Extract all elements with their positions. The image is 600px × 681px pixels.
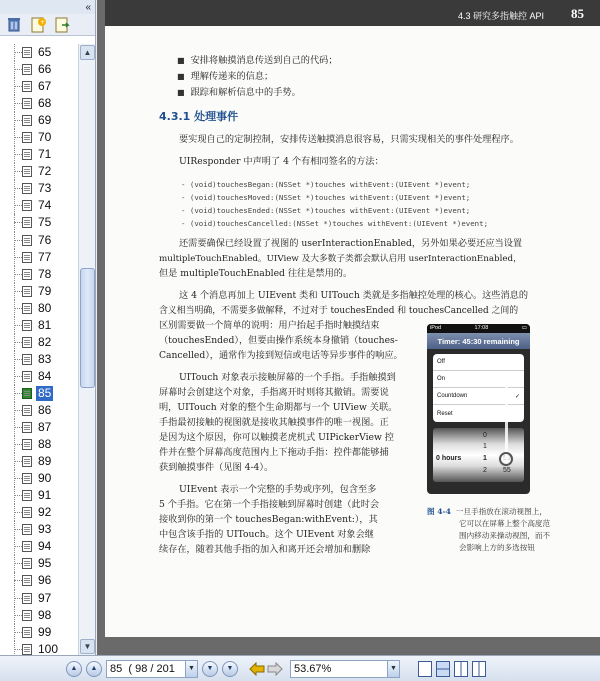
battery-icon: ▭ — [521, 325, 527, 331]
paragraph-line: 屏幕时会创建这个对象，手指离开时则将其撤销。需要说 — [159, 387, 389, 398]
figure-option: On — [433, 371, 524, 388]
paragraph-line: 但是 multipleTouchEnabled 往往是禁用的。 — [159, 268, 353, 279]
bookmark-label: 82 — [38, 334, 52, 349]
page-icon — [22, 252, 32, 263]
bookmark-item[interactable] — [0, 624, 78, 641]
paragraph-line: 要实现自己的定制控制，安排传送触摸消息很容易，只需实现相关的事件处理程序。 — [179, 134, 519, 145]
bookmark-item[interactable] — [0, 317, 78, 334]
bookmark-label: 90 — [38, 471, 52, 486]
page-icon — [22, 354, 32, 365]
continuous-view-icon[interactable] — [436, 661, 450, 677]
page-icon — [22, 610, 32, 621]
figure-option: Countdown ✓ — [433, 388, 524, 405]
page-icon — [22, 541, 32, 552]
bookmark-label: 75 — [38, 215, 52, 230]
page-icon — [22, 303, 32, 314]
bookmark-label: 67 — [38, 79, 52, 94]
paragraph-line: 手指最初接触的视图就是接收其触摸事件的唯一视图。正 — [159, 417, 389, 428]
bullet-item: ■ 跟踪和解析信息中的手势。 — [177, 84, 301, 98]
bookmark-item[interactable] — [0, 61, 78, 78]
page-icon — [22, 235, 32, 246]
page-number-input[interactable]: 85 ( 98 / 201 — [106, 660, 186, 678]
page-icon — [22, 166, 32, 177]
bookmark-item[interactable] — [0, 232, 78, 249]
document-view[interactable] — [97, 0, 600, 655]
bookmark-label: 98 — [38, 607, 52, 622]
bookmark-item[interactable] — [0, 385, 78, 402]
bookmark-list — [0, 44, 78, 655]
forward-arrow-icon[interactable] — [266, 660, 284, 678]
previous-page-button[interactable]: ▲ — [86, 661, 102, 677]
bookmark-label: 80 — [38, 300, 52, 315]
bookmark-item[interactable] — [0, 607, 78, 624]
paragraph-line: UIEvent 表示一个完整的手势或序列，包含至多 — [179, 484, 377, 495]
page-icon — [22, 593, 32, 604]
paragraph-line: 区别需要做一个简单的说明：用户抬起手指时触摸结束 — [159, 320, 380, 331]
bookmark-label: 92 — [38, 505, 52, 520]
sidebar-header — [0, 0, 95, 14]
bookmark-item[interactable] — [0, 504, 78, 521]
page-icon — [22, 183, 32, 194]
bookmark-item[interactable] — [0, 555, 78, 572]
paragraph-line: 明，UITouch 对象的整个生命期都与一个 UIView 关联。 — [159, 402, 398, 413]
bookmark-label: 68 — [38, 96, 52, 111]
code-line: - (void)touchesMoved:(NSSet *)touches withEvent:(UIEvent *)event; — [181, 193, 471, 202]
bookmark-add-icon[interactable] — [29, 16, 47, 34]
section-heading: 4.3.1 处理事件 — [159, 110, 239, 123]
page-icon — [22, 337, 32, 348]
bookmark-item[interactable] — [0, 538, 78, 555]
scroll-thumb[interactable] — [80, 268, 95, 388]
bookmark-label: 94 — [38, 539, 52, 554]
figure-screenshot — [427, 324, 530, 494]
bookmark-item[interactable] — [0, 453, 78, 470]
code-line: - (void)touchesBegan:(NSSet *)touches withEvent:(UIEvent *)event; — [181, 180, 471, 189]
zoom-input[interactable]: 53.67% — [290, 660, 388, 678]
page-icon — [22, 439, 32, 450]
trash-icon[interactable] — [5, 16, 23, 34]
paragraph-line: （touchesEnded），但要由操作系统本身撤销（touches- — [159, 335, 398, 346]
paragraph-line: 获到触摸事件（见图 4-4）。 — [159, 462, 274, 473]
bookmark-label: 69 — [38, 113, 52, 128]
page-icon — [22, 575, 32, 586]
bookmark-label: 77 — [38, 249, 52, 264]
page-icon — [22, 149, 32, 160]
page-icon — [22, 81, 32, 92]
page-icon — [22, 132, 32, 143]
page-icon — [22, 507, 32, 518]
page-icon — [22, 98, 32, 109]
bookmark-label: 86 — [38, 402, 52, 417]
bookmark-label: 74 — [38, 198, 52, 213]
page-icon — [22, 320, 32, 331]
bookmark-item[interactable] — [0, 180, 78, 197]
bullet-item: ■ 理解传递来的信息； — [177, 68, 273, 82]
page-icon — [22, 200, 32, 211]
bookmark-label: 95 — [38, 556, 52, 571]
bookmark-item[interactable] — [0, 419, 78, 436]
page-number: 85 — [571, 6, 584, 21]
bookmark-sidebar — [0, 0, 96, 655]
bookmark-item[interactable] — [0, 487, 78, 504]
bookmark-item[interactable] — [0, 590, 78, 607]
paragraph-line: multipleTouchEnabled。UIView 及大多数子类都会默认启用 userInteractionEnabled， — [159, 254, 522, 264]
bookmark-label: 99 — [38, 624, 52, 639]
paragraph-line: 这 4 个消息再加上 UIEvent 类和 UITouch 类就是多指触控处理的核心。这些消息的 — [179, 290, 529, 301]
figure-option: Reset — [437, 410, 453, 417]
page-icon — [22, 286, 32, 297]
bookmark-item[interactable] — [0, 334, 78, 351]
page-icon — [22, 371, 32, 382]
bookmark-item[interactable] — [0, 436, 78, 453]
bookmark-label: 84 — [38, 368, 52, 383]
drag-arrow-icon — [505, 384, 508, 459]
back-arrow-icon[interactable] — [248, 660, 266, 678]
figure-option-list — [433, 354, 524, 422]
paragraph-line: 还需要确保已经设置了视图的 userInteractionEnabled，另外如果必要还应当设置 — [179, 238, 523, 249]
page-dropdown-icon[interactable]: ▼ — [186, 660, 198, 678]
bookmark-label: 81 — [38, 317, 52, 332]
bookmark-label: 100 — [38, 641, 59, 655]
bookmark-item[interactable] — [0, 283, 78, 300]
bookmark-item[interactable] — [0, 368, 78, 385]
last-page-button[interactable]: ▼ — [222, 661, 238, 677]
bookmark-item[interactable] — [0, 44, 78, 61]
bookmark-label: 66 — [38, 62, 52, 77]
sidebar-toolbar — [0, 14, 95, 36]
figure-time: 17:08 — [474, 325, 489, 331]
page-icon — [22, 473, 32, 484]
figure-option: Off — [433, 354, 524, 371]
page-icon — [22, 64, 32, 75]
bookmark-item[interactable] — [0, 470, 78, 487]
bookmark-label: 85 — [38, 385, 52, 400]
page-icon — [22, 47, 32, 58]
scroll-down-arrow[interactable]: ▼ — [80, 639, 95, 654]
paragraph-line: 含义相当明确，不需要多做解释，不过对于 touchesEnded 和 touchesCancelled 之间的 — [159, 306, 519, 316]
svg-text:+: + — [39, 18, 45, 26]
page-icon — [22, 115, 32, 126]
paragraph-line: 5 个手指。它在第一个手指接触到屏幕时创建（此时会 — [159, 499, 380, 510]
bookmark-item[interactable] — [0, 300, 78, 317]
bookmark-label: 70 — [38, 130, 52, 145]
bookmark-label: 72 — [38, 164, 52, 179]
bookmark-label: 65 — [38, 45, 52, 59]
continuous-facing-view-icon[interactable] — [472, 661, 486, 677]
navigation-toolbar — [0, 655, 600, 681]
code-line: - (void)touchesCancelled:(NSSet *)touches withEvent:(UIEvent *)event; — [181, 219, 489, 228]
paragraph-line: 接收到你的第一个 touchesBegan:withEvent:），其 — [159, 514, 378, 525]
running-head-title: 4.3 研究多指触控 API — [457, 11, 544, 21]
bookmark-item[interactable] — [0, 214, 78, 231]
page-icon — [22, 644, 32, 655]
page-icon — [22, 405, 32, 416]
bookmark-item[interactable] — [0, 146, 78, 163]
bookmark-item[interactable] — [0, 163, 78, 180]
scroll-up-arrow[interactable]: ▲ — [80, 45, 95, 60]
bookmark-label: 73 — [38, 181, 52, 196]
paragraph-line: 中包含该手指的 UITouch。这个 UIEvent 对象会继 — [159, 529, 374, 540]
bookmark-label: 88 — [38, 437, 52, 452]
next-page-button[interactable]: ▼ — [202, 661, 218, 677]
bookmark-item[interactable] — [0, 129, 78, 146]
bookmark-label: 83 — [38, 351, 52, 366]
single-page-view-icon[interactable] — [418, 661, 432, 677]
bookmark-item[interactable] — [0, 197, 78, 214]
checkmark-icon: ✓ — [514, 393, 520, 400]
facing-view-icon[interactable] — [454, 661, 468, 677]
bookmark-label: 97 — [38, 590, 52, 605]
figure-picker-wheel: 0 1 0 hours 1 2 55 — [433, 428, 524, 482]
bookmark-item[interactable] — [0, 641, 78, 655]
page-icon — [22, 456, 32, 467]
paragraph-line: 件并在整个屏幕高度范围内上下拖动手指：控件都能够捕 — [159, 447, 389, 458]
paragraph-line: 是因为这个原因，你可以触摸老虎机式 UIPickerView 控 — [159, 432, 394, 443]
bookmark-label: 93 — [38, 522, 52, 537]
bookmark-label: 71 — [38, 147, 52, 162]
page-icon — [22, 217, 32, 228]
bookmark-item[interactable] — [0, 402, 78, 419]
bullet-item: ■ 安排将触摸消息传送到自己的代码； — [177, 52, 338, 66]
finger-touch-icon — [499, 452, 513, 466]
page-icon — [22, 524, 32, 535]
bookmark-label: 91 — [38, 488, 52, 503]
pdf-page — [105, 0, 600, 637]
bookmark-label: 76 — [38, 232, 52, 247]
figure-title-bar: Timer: 45:30 remaining — [427, 333, 530, 349]
page-icon — [22, 558, 32, 569]
bookmark-label: 79 — [38, 283, 52, 298]
bookmark-label: 96 — [38, 573, 52, 588]
code-line: - (void)touchesEnded:(NSSet *)touches withEvent:(UIEvent *)event; — [181, 206, 471, 215]
zoom-dropdown-icon[interactable]: ▼ — [388, 660, 400, 678]
page-icon — [22, 422, 32, 433]
first-page-button[interactable]: ▲ — [66, 661, 82, 677]
running-header — [105, 0, 600, 26]
bookmark-item[interactable] — [0, 521, 78, 538]
figure-status-bar — [427, 324, 530, 333]
sidebar-scrollbar[interactable] — [78, 44, 95, 655]
bookmark-export-icon[interactable] — [53, 16, 71, 34]
page-icon — [22, 490, 32, 501]
paragraph-line: UITouch 对象表示接触屏幕的一个手指。手指触摸到 — [179, 372, 396, 383]
page-icon — [22, 269, 32, 280]
figure-label: 图 4-4 — [427, 507, 451, 516]
bookmark-label: 87 — [38, 420, 52, 435]
paragraph-line: Cancelled），通常作为接到短信或电话等异步事件的响应。 — [159, 350, 403, 361]
bookmark-item[interactable] — [0, 572, 78, 589]
page-icon — [22, 388, 32, 399]
bookmark-item[interactable] — [0, 112, 78, 129]
paragraph-line: 续存在，随着其他手指的加入和离开还会增加和删除 — [159, 544, 371, 555]
figure-caption: 图 4-4 一旦手指放在滚动视图上， 它可以在屏幕上整个高度范 围内移动来操动视图，而不 会影响上方的多选按钮 — [427, 507, 551, 552]
bookmark-item[interactable] — [0, 351, 78, 368]
paragraph-line: UIResponder 中声明了 4 个有相同签名的方法： — [179, 156, 384, 167]
page-icon — [22, 627, 32, 638]
bookmark-item[interactable] — [0, 266, 78, 283]
bookmark-label: 89 — [38, 454, 52, 469]
figure-carrier: iPod — [430, 325, 442, 331]
bookmark-label: 78 — [38, 266, 52, 281]
bookmark-item[interactable] — [0, 249, 78, 266]
collapse-sidebar-button[interactable]: « — [85, 1, 91, 13]
bookmark-item[interactable] — [0, 78, 78, 95]
bookmark-item[interactable] — [0, 95, 78, 112]
